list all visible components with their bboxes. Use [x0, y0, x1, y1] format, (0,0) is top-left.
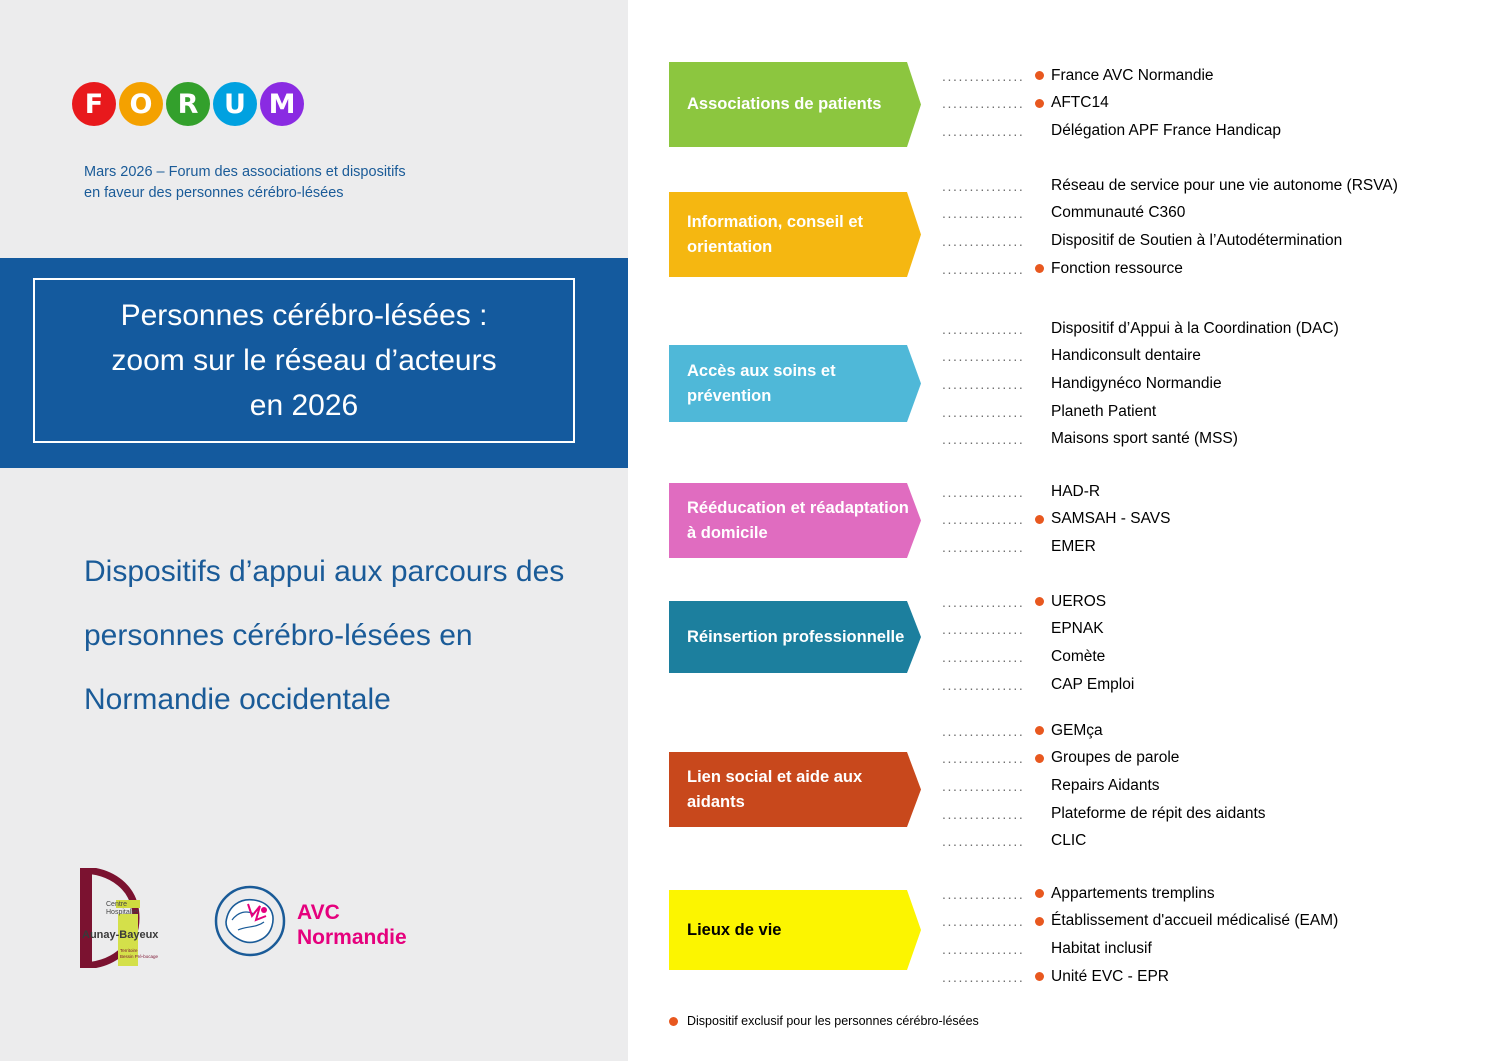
- banner-title: Personnes cérébro-lésées : zoom sur le réseau d’acteurs en 2026: [111, 299, 497, 422]
- item-label: Unité EVC - EPR: [1051, 967, 1170, 985]
- item-label: France AVC Normandie: [1051, 66, 1214, 84]
- banner-title-box: [33, 278, 575, 443]
- item-label: Repairs Aidants: [1051, 776, 1160, 794]
- category-items: [942, 478, 1170, 561]
- list-item: [942, 478, 1170, 506]
- list-item: [942, 117, 1281, 145]
- list-item: [942, 717, 1266, 745]
- category-tag-label: Accès aux soins et prévention: [687, 361, 836, 405]
- category-items: [942, 880, 1338, 990]
- list-item: [942, 90, 1281, 118]
- list-item: [942, 533, 1170, 561]
- item-label: Planeth Patient: [1051, 402, 1157, 420]
- item-label: EMER: [1051, 537, 1096, 555]
- category-tag: [669, 345, 921, 422]
- category-items: [942, 717, 1266, 855]
- leader-dots: ...............: [942, 348, 1025, 365]
- item-label: Dispositif de Soutien à l’Autodétermination: [1051, 231, 1343, 249]
- svg-text:Territoire: Territoire: [120, 948, 138, 953]
- list-item: [942, 506, 1170, 534]
- item-label: Dispositif d’Appui à la Coordination (DAC): [1051, 319, 1339, 337]
- leader-dots: ...............: [942, 940, 1025, 957]
- leader-dots: ...............: [942, 538, 1025, 555]
- svg-text:Aunay-Bayeux: Aunay-Bayeux: [82, 929, 159, 941]
- item-label: HAD-R: [1051, 482, 1101, 500]
- list-item: [942, 62, 1281, 90]
- legend: [669, 1014, 979, 1028]
- cover-headline: Dispositifs d’appui aux parcours des personnes cérébro-lésées en Normandie occidentale: [84, 555, 565, 716]
- item-label: Comète: [1051, 647, 1106, 665]
- leader-dots: ...............: [942, 968, 1025, 985]
- item-label: UEROS: [1051, 592, 1107, 610]
- list-item: [942, 172, 1398, 200]
- category-tag-label: Réinsertion professionnelle: [687, 627, 905, 646]
- exclusive-bullet-icon: [1035, 726, 1044, 735]
- exclusive-bullet-slot: [1027, 264, 1051, 273]
- leader-dots: ...............: [942, 205, 1025, 222]
- item-label: Habitat inclusif: [1051, 939, 1152, 957]
- forum-letter-u: U: [213, 82, 257, 126]
- exclusive-bullet-slot: [1027, 972, 1051, 981]
- category-tag-label: Lien social et aide aux aidants: [687, 767, 863, 811]
- leader-dots: ...............: [942, 833, 1025, 850]
- item-label: Réseau de service pour une vie autonome (RSVA): [1051, 176, 1398, 194]
- leader-dots: ...............: [942, 511, 1025, 528]
- leader-dots: ...............: [942, 67, 1025, 84]
- list-item: [942, 398, 1339, 426]
- leader-dots: ...............: [942, 676, 1025, 693]
- leader-dots: ...............: [942, 260, 1025, 277]
- leader-dots: ...............: [942, 750, 1025, 767]
- item-label: Communauté C360: [1051, 204, 1186, 222]
- exclusive-bullet-icon: [1035, 264, 1044, 273]
- item-label: Délégation APF France Handicap: [1051, 121, 1282, 139]
- avc-normandie-label: AVC Normandie: [297, 901, 407, 949]
- item-label: Handiconsult dentaire: [1051, 347, 1201, 365]
- leader-dots: ...............: [942, 177, 1025, 194]
- item-label: Groupes de parole: [1051, 749, 1180, 767]
- list-item: [942, 800, 1266, 828]
- category-tag: [669, 483, 921, 558]
- leader-dots: ...............: [942, 648, 1025, 665]
- list-item: [942, 200, 1398, 228]
- list-item: [942, 880, 1338, 908]
- leader-dots: ...............: [942, 805, 1025, 822]
- leader-dots: ...............: [942, 403, 1025, 420]
- leader-dots: ...............: [942, 95, 1025, 112]
- exclusive-bullet-slot: [1027, 889, 1051, 898]
- list-item: [942, 315, 1339, 343]
- leader-dots: ...............: [942, 913, 1025, 930]
- exclusive-bullet-icon: [1035, 99, 1044, 108]
- list-item: [942, 643, 1134, 671]
- list-item: [942, 255, 1398, 283]
- exclusive-bullet-icon: [1035, 917, 1044, 926]
- list-item: [942, 745, 1266, 773]
- partner-logos: [72, 868, 572, 998]
- category-items: [942, 588, 1134, 698]
- list-item: [942, 588, 1134, 616]
- category-items: [942, 62, 1281, 145]
- legend-label: Dispositif exclusif pour les personnes cérébro-lésées: [687, 1014, 979, 1028]
- leader-dots: ...............: [942, 483, 1025, 500]
- category-items: [942, 172, 1398, 282]
- exclusive-bullet-icon: [1035, 597, 1044, 606]
- item-label: Plateforme de répit des aidants: [1051, 804, 1266, 822]
- item-label: GEMça: [1051, 721, 1103, 739]
- category-tag-label: Information, conseil et orientation: [687, 212, 864, 256]
- item-label: Établissement d'accueil médicalisé (EAM): [1051, 912, 1339, 930]
- item-label: EPNAK: [1051, 620, 1104, 638]
- item-label: SAMSAH - SAVS: [1051, 510, 1171, 528]
- list-item: [942, 370, 1339, 398]
- item-label: Maisons sport santé (MSS): [1051, 430, 1238, 448]
- exclusive-bullet-icon: [1035, 754, 1044, 763]
- left-cover-panel: [0, 0, 628, 1061]
- exclusive-bullet-slot: [1027, 71, 1051, 80]
- leader-dots: ...............: [942, 621, 1025, 638]
- leader-dots: ...............: [942, 375, 1025, 392]
- forum-subtitle: Mars 2026 – Forum des associations et dispositifs en faveur des personnes cérébro-lésées: [84, 164, 406, 201]
- forum-letter-f: F: [72, 82, 116, 126]
- list-item: [942, 343, 1339, 371]
- leader-dots: ...............: [942, 777, 1025, 794]
- leader-dots: ...............: [942, 885, 1025, 902]
- list-item: [942, 935, 1338, 963]
- centre-hospitalier-logo: [72, 868, 192, 968]
- item-label: CAP Emploi: [1051, 675, 1135, 693]
- category-tag: [669, 62, 921, 147]
- exclusive-bullet-slot: [1027, 99, 1051, 108]
- list-item: [942, 425, 1339, 453]
- svg-text:Hospitalier: Hospitalier: [106, 909, 140, 916]
- exclusive-bullet-slot: [1027, 597, 1051, 606]
- category-tag-label: Associations de patients: [687, 95, 882, 113]
- network-diagram-panel: [632, 0, 1500, 1061]
- list-item: [942, 908, 1338, 936]
- list-item: [942, 227, 1398, 255]
- list-item: [942, 616, 1134, 644]
- leader-dots: ...............: [942, 320, 1025, 337]
- exclusive-bullet-slot: [1027, 515, 1051, 524]
- forum-logo: [72, 82, 304, 126]
- forum-letter-r: R: [166, 82, 210, 126]
- item-label: CLIC: [1051, 832, 1087, 850]
- list-item: [942, 963, 1338, 991]
- exclusive-bullet-slot: [1027, 917, 1051, 926]
- item-label: Fonction ressource: [1051, 259, 1183, 277]
- forum-letter-o: O: [119, 82, 163, 126]
- exclusive-bullet-slot: [1027, 726, 1051, 735]
- category-tag: [669, 890, 921, 970]
- legend-bullet-icon: [669, 1017, 678, 1026]
- category-tag-label: Lieux de vie: [687, 920, 782, 939]
- leader-dots: ...............: [942, 593, 1025, 610]
- item-label: Handigynéco Normandie: [1051, 374, 1222, 392]
- forum-letter-m: M: [260, 82, 304, 126]
- exclusive-bullet-icon: [1035, 889, 1044, 898]
- exclusive-bullet-icon: [1035, 972, 1044, 981]
- leader-dots: ...............: [942, 122, 1025, 139]
- category-tag-label: Rééducation et réadaptation à domicile: [687, 498, 909, 542]
- exclusive-bullet-slot: [1027, 754, 1051, 763]
- exclusive-bullet-icon: [1035, 71, 1044, 80]
- svg-text:Bessin Pré-bocage: Bessin Pré-bocage: [120, 954, 159, 959]
- list-item: [942, 671, 1134, 699]
- list-item: [942, 772, 1266, 800]
- exclusive-bullet-icon: [1035, 515, 1044, 524]
- list-item: [942, 827, 1266, 855]
- leader-dots: ...............: [942, 722, 1025, 739]
- leader-dots: ...............: [942, 232, 1025, 249]
- item-label: Appartements tremplins: [1051, 884, 1215, 902]
- svg-text:Centre: Centre: [106, 901, 128, 908]
- category-items: [942, 315, 1339, 453]
- category-tag: [669, 192, 921, 277]
- category-tag: [669, 752, 921, 827]
- item-label: AFTC14: [1051, 94, 1109, 112]
- leader-dots: ...............: [942, 431, 1025, 448]
- category-tag: [669, 601, 921, 673]
